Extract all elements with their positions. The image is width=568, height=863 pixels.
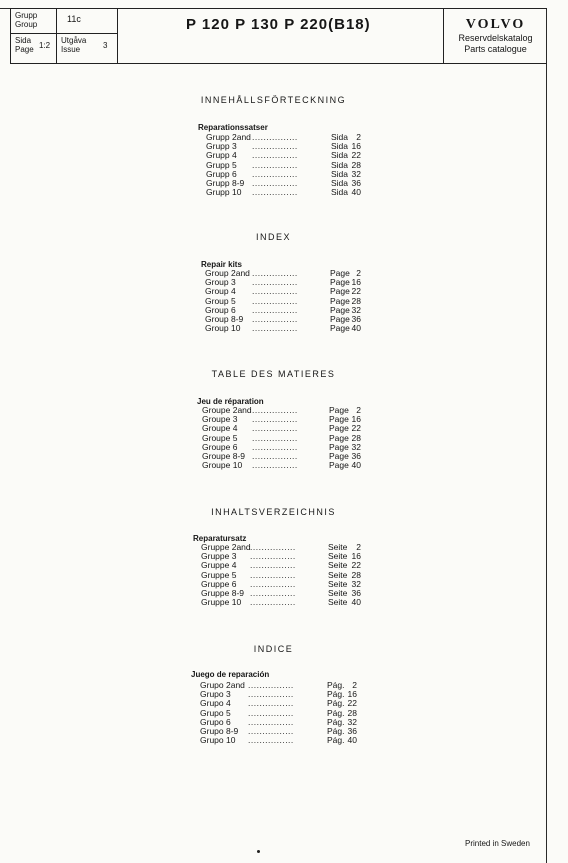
page-word: Seite [328,551,348,562]
issue-label: Issue [61,45,81,54]
leader-dots: ................ [252,150,298,161]
page-number: 22 [351,423,361,434]
page-word: Page [330,286,350,297]
sida-label: Sida [15,36,32,45]
page-word: Sida [331,141,349,152]
section-title: INNEHÅLLSFÖRTECKNING [200,95,347,105]
group-label: Group [15,20,38,29]
page-word: Page [330,314,350,324]
row-label: Grupo 8-9 [200,726,239,736]
page-number: 40 [351,597,361,608]
page-word: Seite [328,588,348,598]
row-label: Grupo 6 [200,716,231,727]
row-label: Group 10 [205,323,241,334]
leader-dots: ................ [250,542,296,552]
header-divider [11,33,117,34]
volvo-logo: VOLVO [465,17,526,32]
catalog-sv: Reservdelskatalog [458,33,533,43]
page-word: Pág. [327,698,345,709]
grupp-label: Grupp [15,11,38,20]
page-word: Sida [331,159,349,170]
leader-dots: ................ [250,578,296,589]
page-number: 40 [351,187,361,198]
section-subtitle: Juego de reparación [191,670,270,679]
row-label: Gruppe 5 [201,569,237,580]
issue-value: 3 [103,41,108,50]
page-number: 40 [347,735,357,746]
page-word: Sida [331,132,349,142]
section-subtitle: Repair kits [201,260,242,269]
row-label: Grupo 10 [200,735,236,746]
page-number: 36 [351,451,361,461]
page-number: 36 [351,588,361,598]
row-label: Group 2and [205,268,250,278]
leader-dots: ................ [252,277,298,288]
page-word: Seite [328,560,348,571]
page-number: 22 [347,698,357,709]
row-label: Grupp 4 [206,150,237,161]
page-word: Page [330,295,350,306]
section-subtitle: Reparationssatser [198,123,268,132]
row-label: Gruppe 4 [201,560,237,571]
row-label: Gruppe 6 [201,578,237,589]
leader-dots: ................ [248,707,294,718]
page-word: Pág. [327,707,345,718]
leader-dots: ................ [252,414,298,425]
leader-dots: ................ [248,680,294,690]
row-label: Grupo 4 [200,698,231,709]
page-word: Page [329,460,349,471]
printed-in: Printed in Sweden [465,839,530,848]
page-number: 28 [347,707,357,718]
leader-dots: ................ [252,178,298,188]
leader-dots: ................ [252,432,298,443]
catalog-en: Parts catalogue [464,44,527,54]
page-number: 16 [347,689,357,700]
row-label: Group 8-9 [205,314,244,324]
leader-dots: ................ [252,159,298,170]
page-number: 16 [351,277,361,288]
page-word: Pág. [327,735,345,746]
leader-dots: ................ [252,314,298,324]
row-label: Gruppe 10 [201,597,242,608]
page-word: Page [329,405,349,415]
page-number: 22 [351,150,361,161]
section-title: INHALTSVERZEICHNIS [211,507,336,517]
model-title: P 120 P 130 P 220(B18) [186,16,371,33]
page-word: Page [330,277,350,288]
leader-dots: ................ [252,295,298,306]
page-word: Seite [328,597,348,608]
page-number: 22 [351,286,361,297]
page-label: Page [15,45,34,54]
page-number: 16 [351,414,361,425]
row-label: Grupp 6 [206,168,237,179]
header-divider [117,9,118,63]
page-word: Sida [331,168,349,179]
page-word: Seite [328,569,348,580]
row-label: Gruppe 8-9 [201,588,244,598]
page-number: 28 [351,432,361,443]
leader-dots: ................ [248,689,294,700]
leader-dots: ................ [248,698,294,709]
page-word: Page [330,268,350,278]
row-label: Groupe 6 [202,441,238,452]
page-number: 36 [351,314,361,324]
leader-dots: ................ [250,560,296,571]
page-word: Page [329,423,349,434]
row-label: Group 4 [205,286,236,297]
section-title: INDICE [253,644,294,654]
leader-dots: ................ [252,423,298,434]
leader-dots: ................ [252,187,298,198]
utgava-label: Utgåva [61,36,87,45]
leader-dots: ................ [248,716,294,727]
page-word: Sida [331,150,349,161]
page-number: 32 [351,578,361,589]
page-word: Seite [328,542,348,552]
page-number: 22 [351,560,361,571]
leader-dots: ................ [248,735,294,746]
leader-dots: ................ [252,141,298,152]
page-word: Pág. [327,726,345,736]
leader-dots: ................ [252,132,298,142]
page-word: Pág. [327,716,345,727]
leader-dots: ................ [252,441,298,452]
row-label: Grupp 2and [206,132,251,142]
page-word: Page [329,451,349,461]
leader-dots: ................ [252,451,298,461]
row-label: Grupo 5 [200,707,231,718]
section-subtitle: Jeu de réparation [197,397,264,406]
page-number: 28 [351,159,361,170]
page-number: 2 [352,680,357,690]
leader-dots: ................ [252,168,298,179]
page-number: 32 [351,441,361,452]
page-word: Sida [331,178,349,188]
leader-dots: ................ [250,569,296,580]
group-value: 11c [67,14,81,24]
brand-block [443,9,548,55]
page-word: Seite [328,578,348,589]
row-label: Groupe 5 [202,432,238,443]
leader-dots: ................ [250,588,296,598]
page-number: 28 [351,569,361,580]
row-label: Gruppe 3 [201,551,237,562]
page-word: Page [329,414,349,425]
row-label: Groupe 4 [202,423,238,434]
row-label: Grupo 2and [200,680,245,690]
page-word: Pág. [327,680,345,690]
leader-dots: ................ [252,405,298,415]
page-number: 36 [351,178,361,188]
page-number: 32 [347,716,357,727]
section-title: TABLE DES MATIERES [211,369,336,379]
header-block [10,8,547,64]
row-label: Group 6 [205,304,236,315]
page-number: 2 [356,542,361,552]
row-label: Group 5 [205,295,236,306]
row-label: Grupp 3 [206,141,237,152]
section-subtitle: Reparatursatz [193,534,247,543]
row-label: Grupp 10 [206,187,242,198]
page-dot [257,850,260,853]
page-number: 2 [356,268,361,278]
page-number: 28 [351,295,361,306]
row-label: Grupo 3 [200,689,231,700]
page-number: 2 [356,132,361,142]
leader-dots: ................ [252,286,298,297]
page-word: Page [329,441,349,452]
leader-dots: ................ [250,597,296,608]
page-number: 32 [351,168,361,179]
page-number: 36 [347,726,357,736]
page-number: 16 [351,551,361,562]
page-number: 32 [351,304,361,315]
section-title: INDEX [255,232,291,242]
row-label: Group 3 [205,277,236,288]
page-number: 40 [351,323,361,334]
leader-dots: ................ [252,323,298,334]
row-label: Grupp 5 [206,159,237,170]
row-label: Groupe 10 [202,460,243,471]
header-divider [56,9,57,63]
row-label: Groupe 8-9 [202,451,245,461]
leader-dots: ................ [250,551,296,562]
page-word: Pág. [327,689,345,700]
leader-dots: ................ [248,726,294,736]
row-label: Groupe 3 [202,414,238,425]
page-number: 40 [351,460,361,471]
page-word: Page [329,432,349,443]
row-label: Gruppe 2and [201,542,251,552]
page-word: Sida [331,187,349,198]
page-number: 16 [351,141,361,152]
leader-dots: ................ [252,304,298,315]
page-number: 2 [356,405,361,415]
row-label: Groupe 2and [202,405,252,415]
page-word: Page [330,304,350,315]
page-value: 1:2 [39,41,51,50]
page-word: Page [330,323,350,334]
leader-dots: ................ [252,460,298,471]
leader-dots: ................ [252,268,298,278]
row-label: Grupp 8-9 [206,178,245,188]
